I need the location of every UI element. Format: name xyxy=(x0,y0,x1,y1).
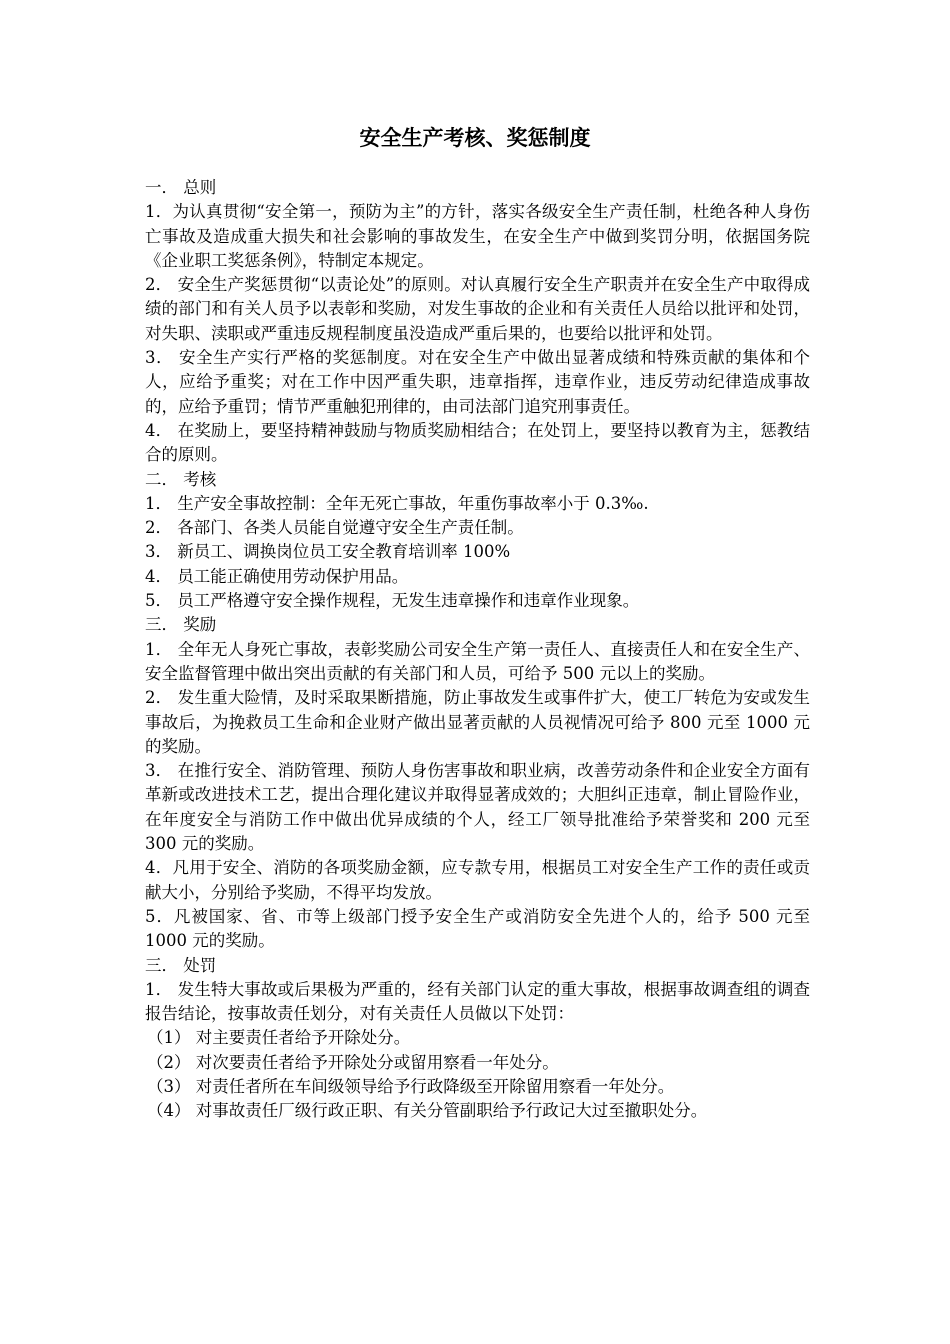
paragraph: 1． 生产安全事故控制：全年无死亡事故，年重伤事故率小于 0.3‰. xyxy=(145,493,649,513)
section-heading: 一． 总则 xyxy=(145,178,217,197)
paragraph: 3． 安全生产实行严格的奖惩制度。对在安全生产中做出显著成绩和特殊贡献的集体和个人，应给予重奖；对在工作中因严重失职，违章指挥，违章作业，违反劳动纪律造成事故的，应给予重罚；情节严重触犯刑律的，由司法部门追究刑事责任。 xyxy=(145,348,810,416)
paragraph: 2． 各部门、各类人员能自觉遵守安全生产责任制。 xyxy=(145,518,524,538)
paragraph: 1． 发生特大事故或后果极为严重的，经有关部门认定的重大事故，根据事故调查组的调查报告结论，按事故责任划分，对有关责任人员做以下处罚： xyxy=(145,979,810,1024)
paragraph: 4． 在奖励上，要坚持精神鼓励与物质奖励相结合；在处罚上，要坚持以教育为主，惩教结合的原则。 xyxy=(145,420,810,465)
paragraph: 3． 在推行安全、消防管理、预防人身伤害事故和职业病，改善劳动条件和企业安全方面有革新或改进技术工艺，提出合理化建议并取得显著成效的；大胆纠正违章，制止冒险作业，在年度安全与消防工作中做出优异成绩的个人，经工厂领导批准给予荣誉奖和 200 元至 300 元的奖励。 xyxy=(145,761,810,854)
paragraph: 4．凡用于安全、消防的各项奖励金额，应专款专用，根据员工对安全生产工作的责任或贡献大小，分别给予奖励，不得平均发放。 xyxy=(145,858,810,902)
paragraph: 2． 发生重大险情，及时采取果断措施，防止事故发生或事件扩大，使工厂转危为安或发生事故后，为挽救员工生命和企业财产做出显著贡献的人员视情况可给予 800 元至 1000 元的奖励。 xyxy=(145,688,810,756)
document-title: 安全生产考核、奖惩制度 xyxy=(359,126,591,150)
section-heading: 三． 奖励 xyxy=(145,615,217,635)
section-heading: 三． 处罚 xyxy=(145,955,217,975)
list-item: （1） 对主要责任者给予开除处分。 xyxy=(147,1028,411,1048)
paragraph: 5． 员工严格遵守安全操作规程，无发生违章操作和违章作业现象。 xyxy=(145,591,640,611)
document-body xyxy=(145,176,810,1124)
section-heading: 二． 考核 xyxy=(145,469,217,489)
paragraph: 5．凡被国家、省、市等上级部门授予安全生产或消防安全先进个人的，给予 500 元至 1000 元的奖励。 xyxy=(145,906,810,951)
paragraph: 1． 全年无人身死亡事故，表彰奖励公司安全生产第一责任人、直接责任人和在安全生产、安全监督管理中做出突出贡献的有关部门和人员，可给予 500 元以上的奖励。 xyxy=(145,639,810,683)
list-item: （4） 对事故责任厂级行政正职、有关分管副职给予行政记大过至撤职处分。 xyxy=(147,1101,708,1121)
paragraph: 3． 新员工、调换岗位员工安全教育培训率 100% xyxy=(145,542,511,562)
paragraph: 1．为认真贯彻“安全第一，预防为主”的方针，落实各级安全生产责任制，杜绝各种人身伤亡事故及造成重大损失和社会影响的事故发生，在安全生产中做到奖罚分明，依据国务院《企业职工奖惩条例》，特制定本规定。 xyxy=(145,202,810,270)
paragraph: 4． 员工能正确使用劳动保护用品。 xyxy=(145,566,409,586)
list-item: （2） 对次要责任者给予开除处分或留用察看一年处分。 xyxy=(147,1052,559,1072)
list-item: （3） 对责任者所在车间级领导给予行政降级至开除留用察看一年处分。 xyxy=(147,1076,675,1096)
paragraph: 2． 安全生产奖惩贯彻“以责论处”的原则。对认真履行安全生产职责并在安全生产中取得成绩的部门和有关人员予以表彰和奖励，对发生事故的企业和有关责任人员给以批评和处罚，对失职、渎职或严重违反规程制度虽没造成严重后果的，也要给以批评和处罚。 xyxy=(145,275,810,343)
